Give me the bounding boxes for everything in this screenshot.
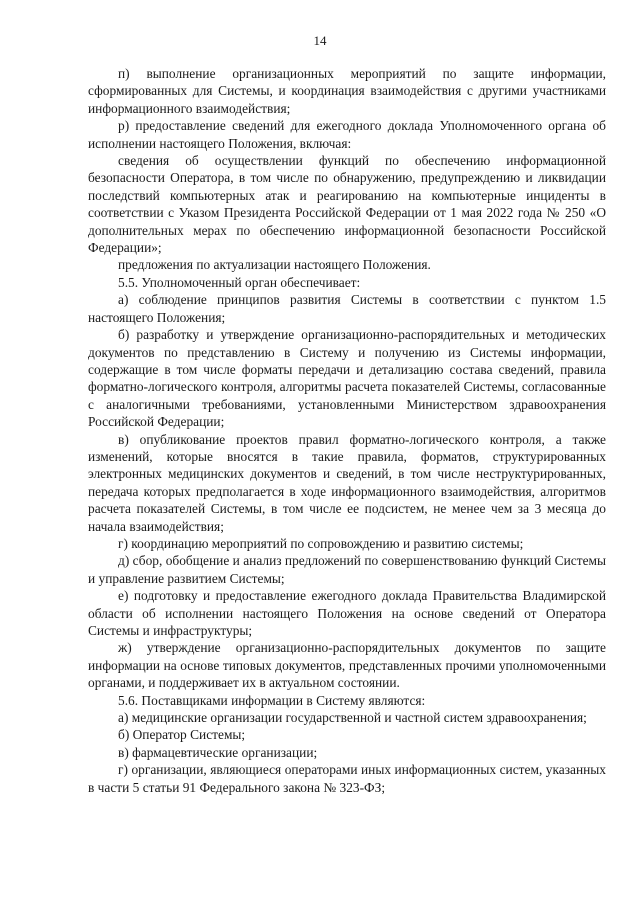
- paragraph-security-info: сведения об осуществлении функций по обеспечению информационной безопасности Оператора, в том числе по обнаружению, предупреждению и ликвидации последствий компьютерных атак и реагированию на компьютерные инциденты в соответствии с Указом Президента Российской Федерации от 1 мая 2022 года № 250 «О дополнительных мерах по обеспечению информационной безопасности Российской Федерации»;: [88, 153, 606, 256]
- paragraph-5-5-v: в) опубликование проектов правил форматно-логического контроля, а также изменений, которые вносятся в такие правила, форматов, структурированных электронных медицинских документов и сведений, в том числе неструктурированных, передача которых предполагается в ходе информационного взаимодействия, алгоритмов расчета показателей Системы, в том числе ее подсистем, не менее чем за 3 месяца до начала взаимодействия;: [88, 431, 606, 534]
- paragraph-r-item: р) предоставление сведений для ежегодного доклада Уполномоченного органа об исполнении настоящего Положения, включая:: [88, 118, 606, 151]
- paragraph-5-5-e: е) подготовку и предоставление ежегодного доклада Правительства Владимирской области об исполнении настоящего Положения на основе сведений от Оператора Системы и инфраструктуры;: [88, 588, 606, 638]
- paragraph-5-5-b: б) разработку и утверждение организационно-распорядительных и методических документов по представлению в Систему и получению из Системы информации, содержащие в том числе форматы передачи и детализацию состава сведений, правила форматно-логического контроля, алгоритмы расчета показателей Системы, согласованные с аналогичными требованиями, установленными Министерством здравоохранения Российской Федерации;: [88, 327, 606, 430]
- paragraph-proposals: предложения по актуализации настоящего Положения.: [118, 257, 431, 273]
- section-5-5-heading: 5.5. Уполномоченный орган обеспечивает:: [118, 274, 361, 290]
- paragraph-5-5-d: д) сбор, обобщение и анализ предложений по совершенствованию функций Системы и управление развитием Системы;: [88, 553, 606, 586]
- paragraph-5-6-b: б) Оператор Системы;: [118, 727, 246, 743]
- paragraph-5-6-a: а) медицинские организации государственной и частной систем здравоохранения;: [118, 710, 587, 726]
- paragraph-5-6-v: в) фармацевтические организации;: [118, 744, 318, 760]
- paragraph-5-5-g: г) координацию мероприятий по сопровождению и развитию системы;: [118, 535, 524, 551]
- paragraph-5-5-a: а) соблюдение принципов развития Системы в соответствии с пунктом 1.5 настоящего Положения;: [88, 292, 606, 325]
- paragraph-p-item: п) выполнение организационных мероприятий по защите информации, сформированных для Системы, и координация взаимодействия с другими участниками информационного взаимодействия;: [88, 66, 606, 116]
- paragraph-5-6-g: г) организации, являющиеся операторами иных информационных систем, указанных в части 5 статьи 91 Федерального закона № 323-ФЗ;: [88, 762, 606, 795]
- page-number: 14: [313, 33, 327, 48]
- document-body: [88, 65, 606, 796]
- section-5-6-heading: 5.6. Поставщиками информации в Систему являются:: [118, 692, 426, 708]
- paragraph-5-5-zh: ж) утверждение организационно-распорядительных документов по защите информации на основе типовых документов, представленных прочими уполномоченными органами, и поддерживает их в актуальном состоянии.: [88, 640, 606, 691]
